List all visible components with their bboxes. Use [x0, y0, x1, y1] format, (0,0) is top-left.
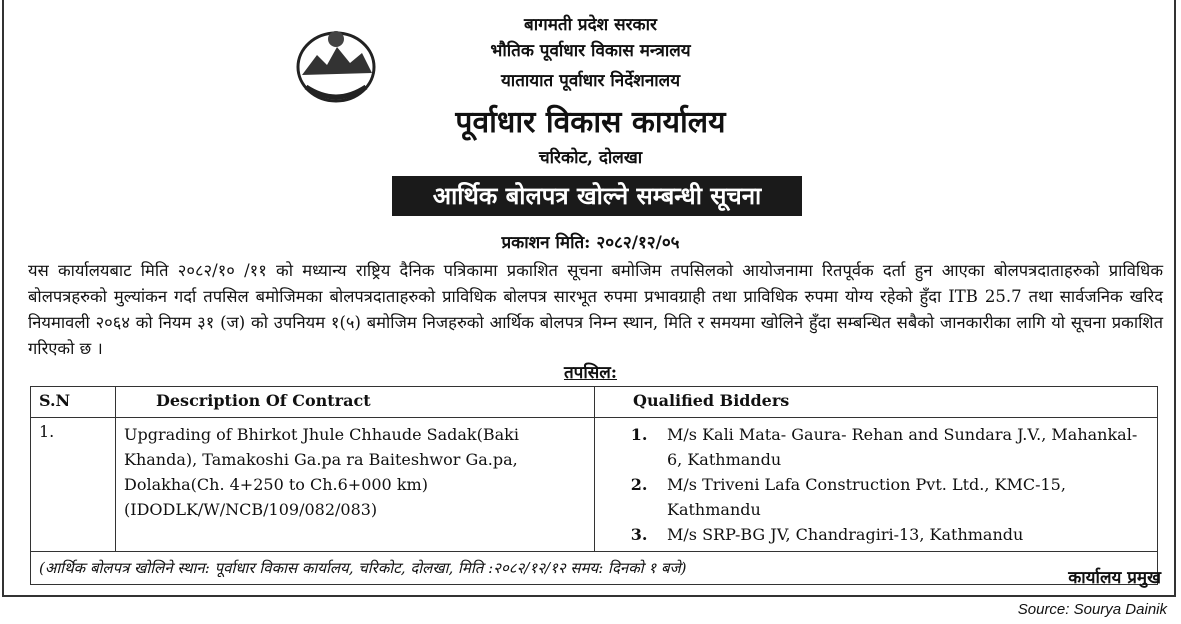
province-name: बागमती प्रदेश सरकार	[524, 15, 657, 35]
row-description: Upgrading of Bhirkot Jhule Chhaude Sadak(Baki Khanda), Tamakoshi Ga.pa ra Baiteshwor Ga.pa, Dolakha(Ch. 4+250 to Ch.6+000 km) (IDODLK/W/NCB/109/082/083)	[116, 418, 595, 552]
source-credit: Source: Sourya Dainik	[1017, 601, 1167, 618]
header-bidders: Qualified Bidders	[595, 387, 1158, 418]
notice-body: यस कार्यालयबाट मिति २०८२/१० /११ को मध्यान्य राष्ट्रिय दैनिक पत्रिकामा प्रकाशित सूचना बमोजिम तपसिलको आयोजनामा रितपूर्वक दर्ता हुन आएका बोलपत्रदाताहरुको प्राविधिक बोलपत्रहरुको मुल्यांकन गर्दा तपसिल बमोजिमका बोलपत्रदाताहरुको प्राविधिक बोलपत्र सारभूत रुपमा प्रभावग्राही तथा प्राविधिक रुपमा योग्य रहेको हुँदा ITB 25.7 तथा सार्वजनिक खरिद नियमावली २०६४ को नियम ३१ (ज) को उपनियम १(५) बमोजिम निजहरुको आर्थिक बोलपत्र निम्न स्थान, मिति र समयमा खोलिने हुँदा सम्बन्धित सबैको जानकारीका लागि यो सूचना प्रकाशित गरिएको छ ।	[28, 261, 1163, 358]
bidder-list	[603, 422, 1149, 547]
notice-title-banner: आर्थिक बोलपत्र खोल्ने सम्बन्धी सूचना	[392, 176, 802, 216]
row-bidders	[595, 418, 1158, 552]
header-sn: S.N	[31, 387, 116, 418]
ministry-name: भौतिक पूर्वाधार विकास मन्त्रालय	[490, 41, 691, 61]
row-sn: 1.	[31, 418, 116, 552]
publish-date: प्रकाशन मिति: २०८२/१२/०५	[501, 233, 680, 253]
contract-table	[30, 386, 1158, 585]
table-row	[31, 418, 1158, 552]
bidder-item: 3. M/s SRP-BG JV, Chandragiri-13, Kathmandu	[653, 522, 1149, 547]
office-name: पूर्वाधार विकास कार्यालय	[455, 105, 726, 140]
header-description: Description Of Contract	[116, 387, 595, 418]
signature-office-chief: कार्यालय प्रमुख	[1068, 568, 1161, 588]
opening-venue-note: (आर्थिक बोलपत्र खोलिने स्थान: पूर्वाधार विकास कार्यालय, चरिकोट, दोलखा, मिति :२०८२/१२/१२ समय: दिनको १ बजे)	[31, 552, 1158, 585]
bidder-item: 2. M/s Triveni Lafa Construction Pvt. Ltd., KMC-15, Kathmandu	[653, 472, 1149, 522]
directorate-name: यातायात पूर्वाधार निर्देशनालय	[500, 71, 681, 91]
table-header-row	[31, 387, 1158, 418]
government-emblem-icon	[292, 25, 380, 105]
bidder-item: 1. M/s Kali Mata- Gaura- Rehan and Sundara J.V., Mahankal-6, Kathmandu	[653, 422, 1149, 472]
details-heading: तपसिल:	[563, 363, 618, 383]
table-footer-row	[31, 552, 1158, 585]
office-location: चरिकोट, दोलखा	[538, 148, 643, 168]
